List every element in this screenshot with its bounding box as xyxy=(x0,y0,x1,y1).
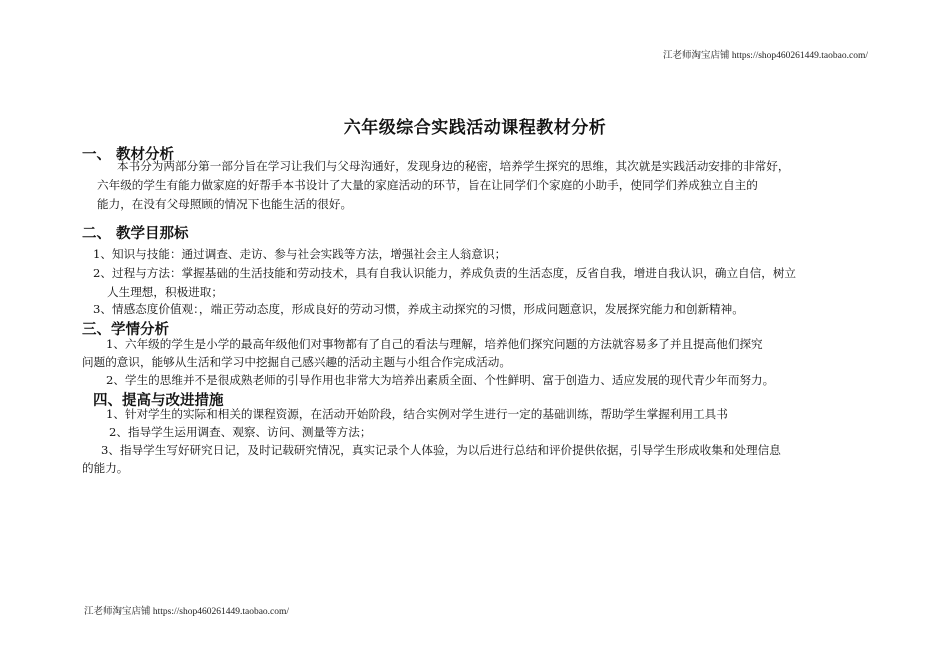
paragraph-line: 2、学生的思维并不是很成熟老师的引导作用也非常大为培养出素质全面、个性鲜明、富于创造力、适应发展的现代青少年而努力。 xyxy=(106,373,775,387)
section-heading-teaching-goals: 二、 教学目那标 xyxy=(82,226,189,242)
list-item: 1、针对学生的实际和相关的课程资源，在活动开始阶段，结合实例对学生进行一定的基础训练，帮助学生掌握利用工具书 xyxy=(106,407,728,421)
list-item: 3、情感态度价值观：，端正劳动态度，形成良好的劳动习惯，养成主动探究的习惯，形成问题意识，发展探究能力和创新精神。 xyxy=(93,302,744,316)
list-item: 3、指导学生写好研究日记，及时记载研究情况，真实记录个人体验，为以后进行总结和评价提供依据，引导学生形成收集和处理信息 xyxy=(101,443,781,457)
footer-shop-link[interactable]: 江老师淘宝店铺 https://shop460261449.taobao.com/ xyxy=(84,607,290,617)
section-heading-improvement-measures: 四、提高与改进措施 xyxy=(93,393,224,409)
paragraph-line: 1、六年级的学生是小学的最高年级他们对事物都有了自己的看法与理解，培养他们探究问题的方法就容易多了并且提高他们探究 xyxy=(106,337,763,351)
list-item: 1、知识与技能：通过调查、走访、参与社会实践等方法，增强社会主人翁意识； xyxy=(93,247,507,261)
list-item-continuation: 的能力。 xyxy=(82,461,129,475)
list-item: 2、过程与方法：掌握基础的生活技能和劳动技术，具有自我认识能力，养成负责的生活态度，反省自我，增进自我认识，确立自信，树立 xyxy=(93,266,797,280)
paragraph-line: 能力，在没有父母照顾的情况下也能生活的很好。 xyxy=(97,197,353,211)
list-item: 2、指导学生运用调查、观察、访问、测量等方法； xyxy=(109,425,372,439)
paragraph-line: 问题的意识，能够从生活和学习中挖掘自己感兴趣的活动主题与小组合作完成活动。 xyxy=(82,355,511,369)
paragraph-line: 六年级的学生有能力做家庭的好帮手本书设计了大量的家庭活动的环节，旨在让同学们个家庭的小助手，使同学们养成独立自主的 xyxy=(97,178,758,192)
section-heading-textbook-analysis: 一、 教材分析 xyxy=(82,147,175,163)
list-item-continuation: 人生理想，积极进取； xyxy=(107,285,223,299)
paragraph-line: 本书分为两部分第一部分旨在学习让我们与父母沟通好，发现身边的秘密，培养学生探究的思维，其次就是实践活动安排的非常好， xyxy=(117,159,790,173)
header-shop-link[interactable]: 江老师淘宝店铺 https://shop460261449.taobao.com/ xyxy=(662,51,868,61)
section-heading-student-analysis: 三、学情分析 xyxy=(82,322,169,338)
document-title: 六年级综合实践活动课程教材分析 xyxy=(343,118,607,138)
